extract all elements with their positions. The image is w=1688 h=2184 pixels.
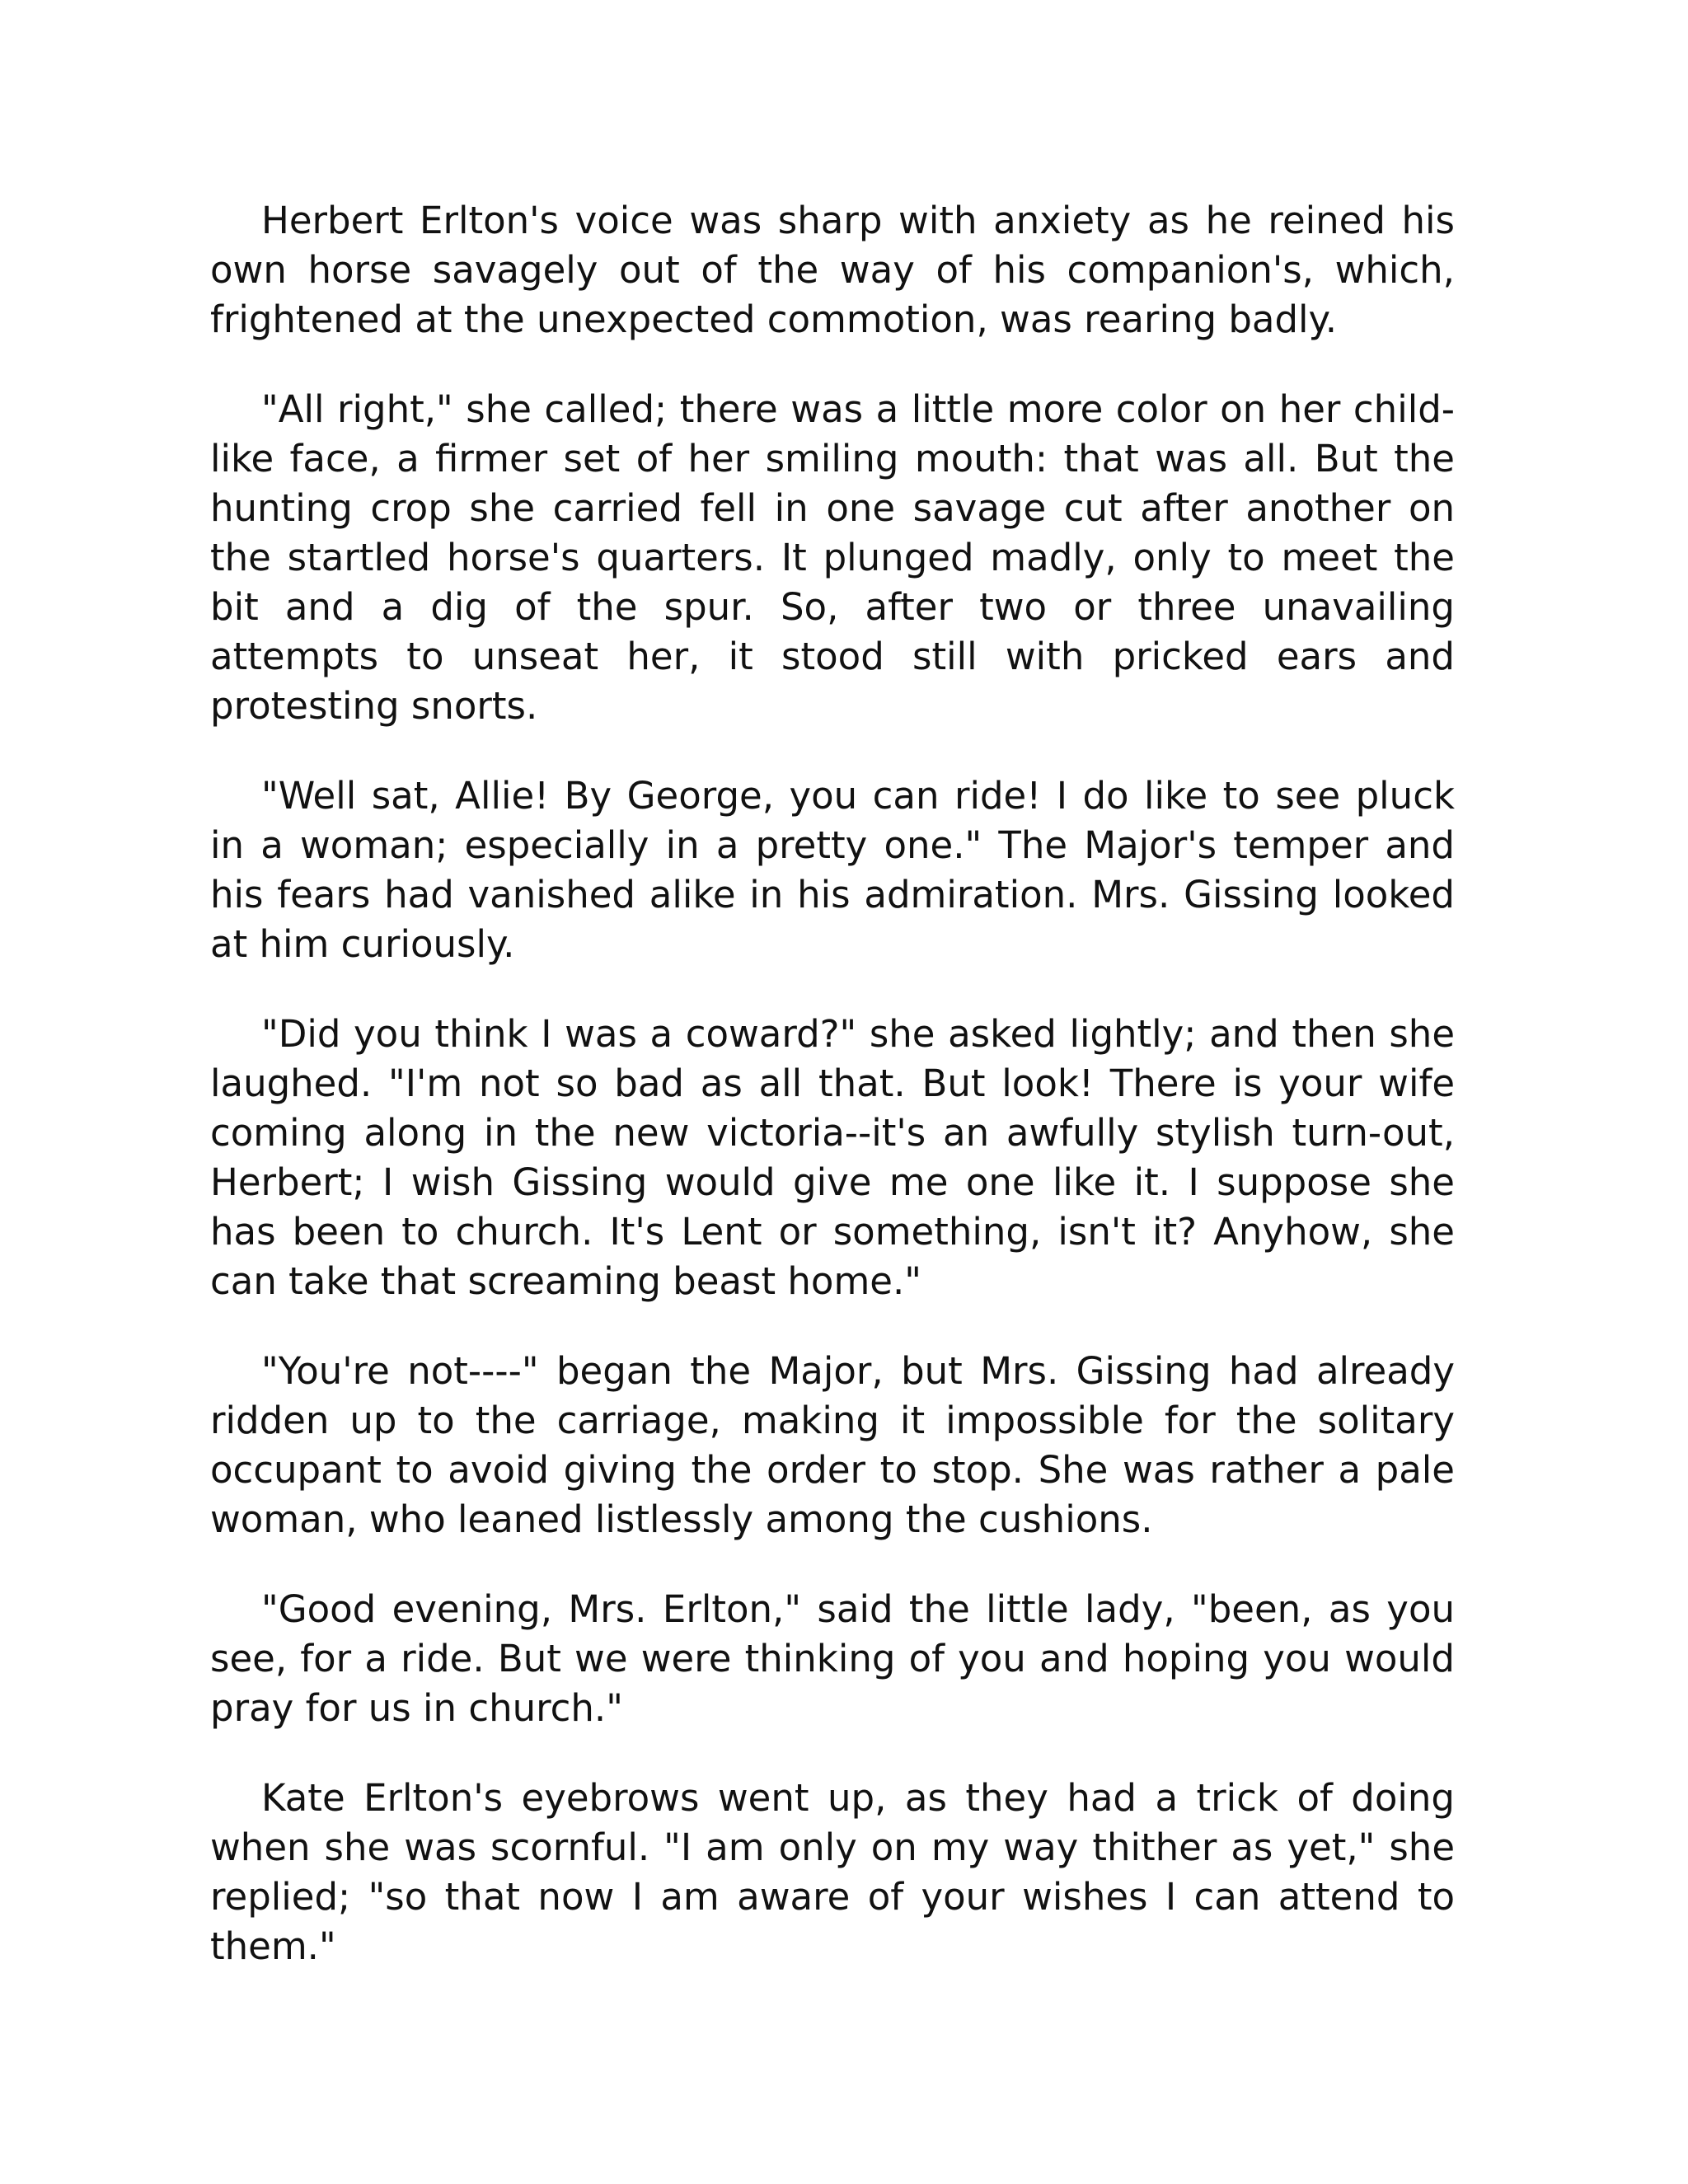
paragraph-3: "Well sat, Allie! By George, you can ride! I do like to see pluck in a woman; especially in a pretty one." The Major's temper and his fears had vanished alike in his admiration. Mrs. Gissing looked at him curiously. [210,774,1455,966]
paragraph-4: "Did you think I was a coward?" she asked lightly; and then she laughed. "I'm not so bad as all that. But look! There is your wife coming along in the new victoria--it's an awfully stylish turn-out, Herbert; I wish Gissing would give me one like it. I suppose she has been to church. It's Lent or something, isn't it? Anyhow, she can take that screaming beast home." [210,1012,1455,1303]
paragraph-2: "All right," she called; there was a little more color on her child-like face, a firmer set of her smiling mouth: that was all. But the hunting crop she carried fell in one savage cut after another on the startled horse's quarters. It plunged madly, only to meet the bit and a dig of the spur. So, after two or three unavailing attempts to unseat her, it stood still with pricked ears and protesting snorts. [210,387,1455,728]
paragraph-5: "You're not----" began the Major, but Mrs. Gissing had already ridden up to the carriage, making it impossible for the solitary occupant to avoid giving the order to stop. She was rather a pale woman, who leaned listlessly among the cushions. [210,1349,1455,1541]
paragraph-1: Herbert Erlton's voice was sharp with anxiety as he reined his own horse savagely out of the way of his companion's, which, frightened at the unexpected commotion, was rearing badly. [210,199,1455,341]
paragraph-7: Kate Erlton's eyebrows went up, as they had a trick of doing when she was scornful. "I am only on my way thither as yet," she replied; "so that now I am aware of your wishes I can attend to them." [210,1776,1455,1968]
paragraph-6: "Good evening, Mrs. Erlton," said the little lady, "been, as you see, for a ride. But we were thinking of you and hoping you would pray for us in church." [210,1587,1455,1730]
document-page [210,196,1455,1971]
